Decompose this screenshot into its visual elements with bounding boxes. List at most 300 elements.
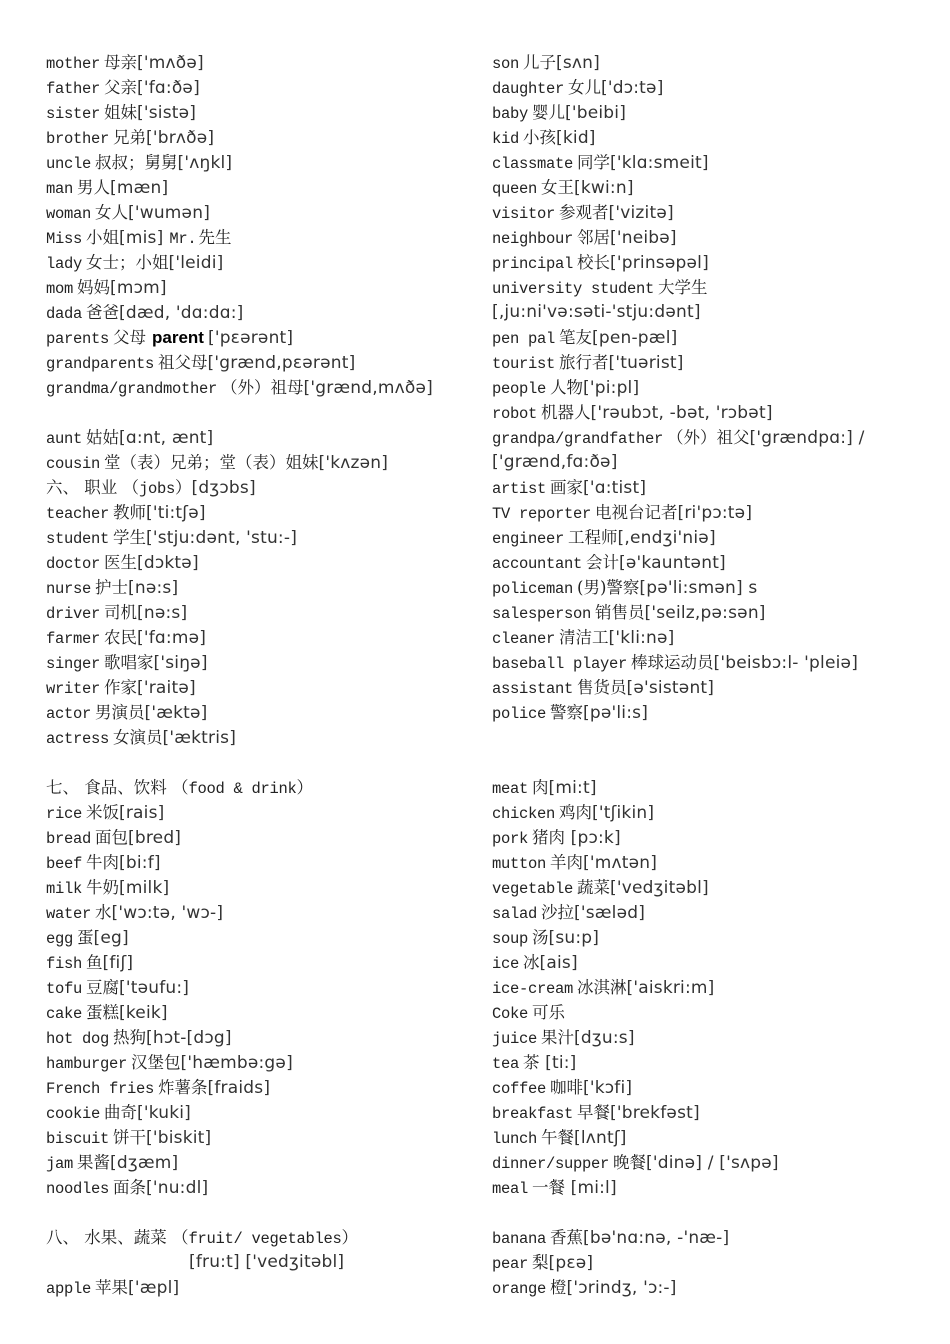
chinese-meaning: 歌唱家 [104,653,154,672]
english-word: tofu [46,980,83,998]
vocab-entry [492,675,937,700]
english-word: salad [492,905,538,923]
chinese-meaning: 父母 [113,328,147,347]
english-word: coffee [492,1080,547,1098]
vocab-entry [46,1125,486,1150]
phonetic: ['biskit] [146,1128,212,1148]
phonetic: ['mʌðə] [137,53,204,73]
phonetic: [pə'li:s] [583,703,649,723]
phonetic: [dɔktə] [137,553,199,573]
english-word: pear [492,1255,529,1273]
phonetic: [keik] [119,1003,168,1023]
vocab-entry [46,1025,486,1050]
english-word: fish [46,955,83,973]
vocab-entry [492,350,937,375]
vocab-entry [492,1025,937,1050]
chinese-meaning: 晚餐 [613,1153,647,1172]
chinese-meaning: 橙 [550,1278,567,1297]
vocab-entry [492,850,937,875]
english-word: nurse [46,580,92,598]
vocab-entry [46,550,486,575]
phonetic: ['tʃikin] [592,803,655,823]
chinese-meaning: 邻居 [577,228,611,247]
vocab-entry [46,425,486,450]
vocab-entry [46,450,486,475]
vocab-entry [46,925,486,950]
english-word: orange [492,1280,547,1298]
english-word: lady [46,255,83,273]
vocab-entry [492,1075,937,1100]
chinese-meaning: 婴儿 [532,103,566,122]
phonetic: ['ɑ:tist] [583,478,647,498]
chinese-meaning: 午餐 [541,1128,575,1147]
blank-line [46,400,486,425]
phonetic: ['pi:pl] [583,378,640,398]
phonetic: ['vizitə] [608,203,674,223]
section-heading [46,1225,486,1250]
chinese-meaning: 可乐 [532,1003,566,1022]
vocab-entry [492,1225,937,1250]
vocab-entry [492,1125,937,1150]
chinese-meaning: 电视台记者 [595,503,678,522]
vocab-entry [492,425,937,450]
english-word: baby [492,105,529,123]
vocab-entry [492,500,937,525]
english-word: biscuit [46,1130,110,1148]
phonetic: ['grænd,pɛərənt] [207,353,356,373]
phonetic: ['mʌtən] [583,853,658,873]
chinese-meaning: 女士；小姐 [86,253,169,272]
phonetic: ['ʌŋkl] [177,153,233,173]
phonetic: ['prinsəpəl] [610,253,709,273]
chinese-meaning: 米饭 [86,803,120,822]
phonetic: [su:p] [548,928,600,948]
phonetic: [mæn] [110,178,169,198]
vocab-entry [492,400,937,425]
vocab-entry [46,600,486,625]
phonetic: ['tuərist] [608,353,684,373]
phonetic: ['æktə] [144,703,208,723]
chinese-meaning: 旅行者 [559,353,609,372]
phonetic: [fiʃ] [102,953,134,973]
phonetic: [mis] [119,228,164,248]
english-word: visitor [492,205,556,223]
vocab-entry [492,1050,937,1075]
phonetic: ['ɔrindʒ, 'ɔ:-] [566,1278,677,1298]
vocab-entry [492,600,937,625]
chinese-meaning: 面条 [113,1178,147,1197]
phonetic: [lʌntʃ] [574,1128,627,1148]
chinese-meaning: 学生 [113,528,147,547]
english-word: Miss [46,230,83,248]
english-word: dada [46,305,83,323]
english-word: lunch [492,1130,538,1148]
chinese-meaning: 父亲 [104,78,138,97]
chinese-meaning: 叔叔；舅舅 [95,153,178,172]
chinese-meaning: 人物 [550,378,584,397]
english-word: farmer [46,630,101,648]
english-word: hamburger [46,1055,128,1073]
english-word: noodles [46,1180,110,1198]
english-word: doctor [46,555,101,573]
chinese-meaning: 大学生 [658,278,708,297]
english-word: brother [46,130,110,148]
chinese-meaning: 同学 [577,153,611,172]
english-word: kid [492,130,520,148]
chinese-meaning: 祖父母 [158,353,208,372]
english-word: French fries [46,1080,155,1098]
chinese-meaning: 热狗 [113,1028,147,1047]
heading-en: food & drink [188,780,297,798]
chinese-meaning: 姑姑 [86,428,120,447]
phonetic: [dæd, 'dɑ:dɑ:] [119,303,244,323]
chinese-meaning: 汉堡包 [131,1053,181,1072]
chinese-meaning: 画家 [550,478,584,497]
chinese-meaning: 笔友 [559,328,593,347]
english-word: hot dog [46,1030,110,1048]
vocab-entry [492,625,937,650]
chinese-meaning: 沙拉 [541,903,575,922]
english-word: mom [46,280,74,298]
phonetic: [pə'li:smən] s [639,578,758,598]
heading-zh: 六、 职业 （ [46,478,139,497]
chinese-meaning: 机器人 [541,403,591,422]
phonetic: ['pɛərənt] [207,328,294,348]
phonetic: [rais] [119,803,165,823]
phonetic: ['sæləd] [574,903,646,923]
english-word: milk [46,880,83,898]
phonetic: [mi:l] [565,1178,617,1198]
english-word: actor [46,705,92,723]
english-word: cake [46,1005,83,1023]
vocab-entry [46,800,486,825]
english-word: teacher [46,505,110,523]
heading-en: fruit/ vegetables [188,1230,342,1248]
phonetic: [nə:s] [128,578,179,598]
chinese-meaning: 男演员 [95,703,145,722]
vocab-entry [46,125,486,150]
english-word: student [46,530,110,548]
vocab-entry [492,800,937,825]
phonetic: ['fɑ:mə] [137,628,207,648]
chinese-meaning: 母亲 [104,53,138,72]
english-word: grandma/grandmother [46,380,218,398]
english-word: bread [46,830,92,848]
english-word: pen pal [492,330,556,348]
vocab-entry [46,650,486,675]
vocab-entry [492,1175,937,1200]
english-word: Coke [492,1005,529,1023]
chinese-meaning: 医生 [104,553,138,572]
phonetic: [nə:s] [137,603,188,623]
chinese-meaning: 果酱 [77,1153,111,1172]
english-word: writer [46,680,101,698]
chinese-meaning: 司机 [104,603,138,622]
vocab-entry [46,675,486,700]
english-word: egg [46,930,74,948]
vocab-entry [46,850,486,875]
english-word: uncle [46,155,92,173]
vocab-entry [492,250,937,275]
vocab-entry [492,650,937,675]
vocab-entry [46,625,486,650]
english-word: actress [46,730,110,748]
vocab-entry [492,125,937,150]
chinese-meaning: 冰 [523,953,540,972]
vocab-entry [492,1150,937,1175]
english-word: cleaner [492,630,556,648]
vocab-entry [46,225,486,250]
english-word: aunt [46,430,83,448]
english-word: sister [46,105,101,123]
phonetic: [milk] [119,878,170,898]
chinese-meaning: 鱼 [86,953,103,972]
phonetic: [,ju:ni'və:səti-'stju:dənt] [492,302,701,322]
vocab-entry [492,1275,937,1300]
blank-line [492,725,937,750]
phonetic: [fru:t] ['vedʒitəbl] [189,1252,345,1272]
right-column [492,50,937,1300]
vocab-entry [492,875,937,900]
vocab-entry [492,475,937,500]
chinese-meaning: 蔬菜 [577,878,611,897]
english-word: cousin [46,455,101,473]
chinese-meaning: 炸薯条 [158,1078,208,1097]
phonetic: ['kli:nə] [608,628,675,648]
phonetic: ['sistə] [137,103,197,123]
english-word: mutton [492,855,547,873]
vocab-entry [492,275,937,300]
phonetic: ['beibi] [565,103,627,123]
english-word: ice [492,955,520,973]
phonetic: [bred] [128,828,182,848]
vocab-entry [46,150,486,175]
bold-word: parent [152,328,204,347]
vocab-entry [46,575,486,600]
chinese-meaning: 兄弟 [113,128,147,147]
phonetic-line [46,1250,486,1275]
vocab-entry [492,700,937,725]
phonetic: [pen-pæl] [592,328,678,348]
english-word: grandparents [46,355,155,373]
vocab-entry [46,325,486,350]
chinese-meaning: 护士 [95,578,129,597]
vocab-entry [46,700,486,725]
phonetic: ['dɔ:tə] [601,78,664,98]
blank-line [492,750,937,775]
chinese-meaning: 早餐 [577,1103,611,1122]
english-word: jam [46,1155,74,1173]
vocab-entry [46,1175,486,1200]
english-word: engineer [492,530,565,548]
phonetic: [ə'kauntənt] [619,553,726,573]
english-word: juice [492,1030,538,1048]
english-word: university student [492,280,655,298]
phonetic: [mi:t] [548,778,597,798]
vocab-entry [492,925,937,950]
phonetic: ['kuki] [137,1103,192,1123]
phonetic: ['neibə] [610,228,677,248]
chinese-meaning: 售货员 [577,678,627,697]
phonetic: ['ti:tʃə] [146,503,206,523]
blank-line [492,1200,937,1225]
chinese-meaning: （外）祖父 [667,428,750,447]
vocab-entry [492,550,937,575]
chinese-meaning: 儿子 [523,53,557,72]
english-word-2: Mr. [169,230,197,248]
chinese-meaning: 曲奇 [104,1103,138,1122]
phonetic: ['wɔ:tə, 'wɔ-] [111,903,224,923]
english-word: banana [492,1230,547,1248]
chinese-meaning: 肉 [532,778,549,797]
phonetic: ['beisbɔ:l- 'pleiə] [713,653,859,673]
phonetic: ['nu:dl] [146,1178,209,1198]
phonetic: ['kʌzən] [318,453,389,473]
chinese-meaning: 小姐 [86,228,120,247]
chinese-meaning: 汤 [532,928,549,947]
english-word: man [46,180,74,198]
vocab-entry [46,1100,486,1125]
chinese-meaning: 水 [95,903,112,922]
english-word: breakfast [492,1105,574,1123]
vocab-entry [492,825,937,850]
heading-zh-close: ） [341,1228,359,1247]
vocab-entry [492,950,937,975]
vocab-entry [46,375,486,400]
phonetic: [hɔt-[dɔg] [146,1028,232,1048]
vocab-entry [492,375,937,400]
vocab-entry [46,200,486,225]
chinese-meaning: 豆腐 [86,978,120,997]
english-word: assistant [492,680,574,698]
english-word: vegetable [492,880,574,898]
phonetic: ['dinə] / ['sʌpə] [646,1153,779,1173]
phonetic: ['grænd,fɑ:ðə] [492,452,618,472]
chinese-meaning: 一餐 [532,1178,566,1197]
chinese-meaning: 妈妈 [77,278,111,297]
english-word: robot [492,405,538,423]
chinese-meaning: 牛奶 [86,878,120,897]
chinese-meaning: 苹果 [95,1278,129,1297]
phonetic: [kwi:n] [574,178,634,198]
heading-en: jobs [139,480,176,498]
phonetic: [pɔ:k] [565,828,621,848]
phonetic: ['brʌðə] [146,128,215,148]
phonetic: [ais] [539,953,578,973]
chinese-meaning: （外）祖母 [221,378,304,397]
vocab-entry [492,150,937,175]
chinese-meaning: (男)警察 [577,578,640,597]
english-word: policeman [492,580,574,598]
phonetic: ['aiskri:m] [626,978,715,998]
phonetic: ['leidi] [168,253,224,273]
vocab-entry [46,175,486,200]
chinese-meaning: 堂（表）兄弟；堂（表）姐妹 [104,453,319,472]
english-word: principal [492,255,574,273]
vocab-entry [46,500,486,525]
blank-line [46,1200,486,1225]
chinese-meaning: 农民 [104,628,138,647]
vocab-entry [492,100,937,125]
english-word: pork [492,830,529,848]
vocab-entry [492,775,937,800]
phonetic: [bi:f] [119,853,161,873]
vocab-entry [492,175,937,200]
phonetic-line [492,300,937,325]
vocab-entry [492,900,937,925]
english-word: parents [46,330,110,348]
english-word: daughter [492,80,565,98]
english-word: ice-cream [492,980,574,998]
chinese-meaning: 教师 [113,503,147,522]
vocab-entry [46,275,486,300]
chinese-meaning: 警察 [550,703,584,722]
section-heading [46,775,486,800]
phonetic-line [492,450,937,475]
vocab-entry [46,1275,486,1300]
chinese-meaning: 校长 [577,253,611,272]
english-word: baseball player [492,655,628,673]
english-word: father [46,80,101,98]
phonetic: [ɑ:nt, ænt] [119,428,214,448]
phonetic: ['seilz,pə:sən] [644,603,766,623]
phonetic: [eg] [93,928,129,948]
english-word: driver [46,605,101,623]
chinese-meaning: 女演员 [113,728,163,747]
vocab-entry [492,1100,937,1125]
phonetic: ['təufu:] [119,978,190,998]
chinese-meaning: 冰淇淋 [577,978,627,997]
vocab-entry [492,200,937,225]
english-word: people [492,380,547,398]
vocab-entry [46,300,486,325]
heading-zh: 八、 水果、蔬菜 （ [46,1228,189,1247]
phonetic: ['klɑ:smeit] [610,153,709,173]
heading-phonetic: [dʒɔbs] [191,478,256,498]
chinese-meaning: 蛋糕 [86,1003,120,1022]
left-column [46,50,486,1300]
vocab-entry [46,725,486,750]
blank-line [46,750,486,775]
phonetic: [,endʒi'niə] [617,528,716,548]
vocab-entry [46,75,486,100]
heading-zh-close: ） [296,778,314,797]
english-word: woman [46,205,92,223]
chinese-meaning: 咖啡 [550,1078,584,1097]
vocab-entry [492,225,937,250]
phonetic: [sʌn] [556,53,600,73]
vocab-entry [492,50,937,75]
chinese-meaning: 会计 [586,553,620,572]
section-heading [46,475,486,500]
english-word: artist [492,480,547,498]
phonetic: ['grændpɑ:] / [749,428,865,448]
phonetic: ['kɔfi] [583,1078,633,1098]
english-word: classmate [492,155,574,173]
phonetic: ['stju:dənt, 'stu:-] [146,528,298,548]
vocab-entry [46,825,486,850]
vocab-entry [492,975,937,1000]
phonetic: ['raitə] [137,678,196,698]
vocab-entry [46,900,486,925]
english-word: mother [46,55,101,73]
english-word: grandpa/grandfather [492,430,664,448]
english-word: dinner/supper [492,1155,610,1173]
chinese-meaning: 羊肉 [550,853,584,872]
chinese-meaning: 参观者 [559,203,609,222]
vocab-entry [46,525,486,550]
phonetic: [fraids] [207,1078,271,1098]
